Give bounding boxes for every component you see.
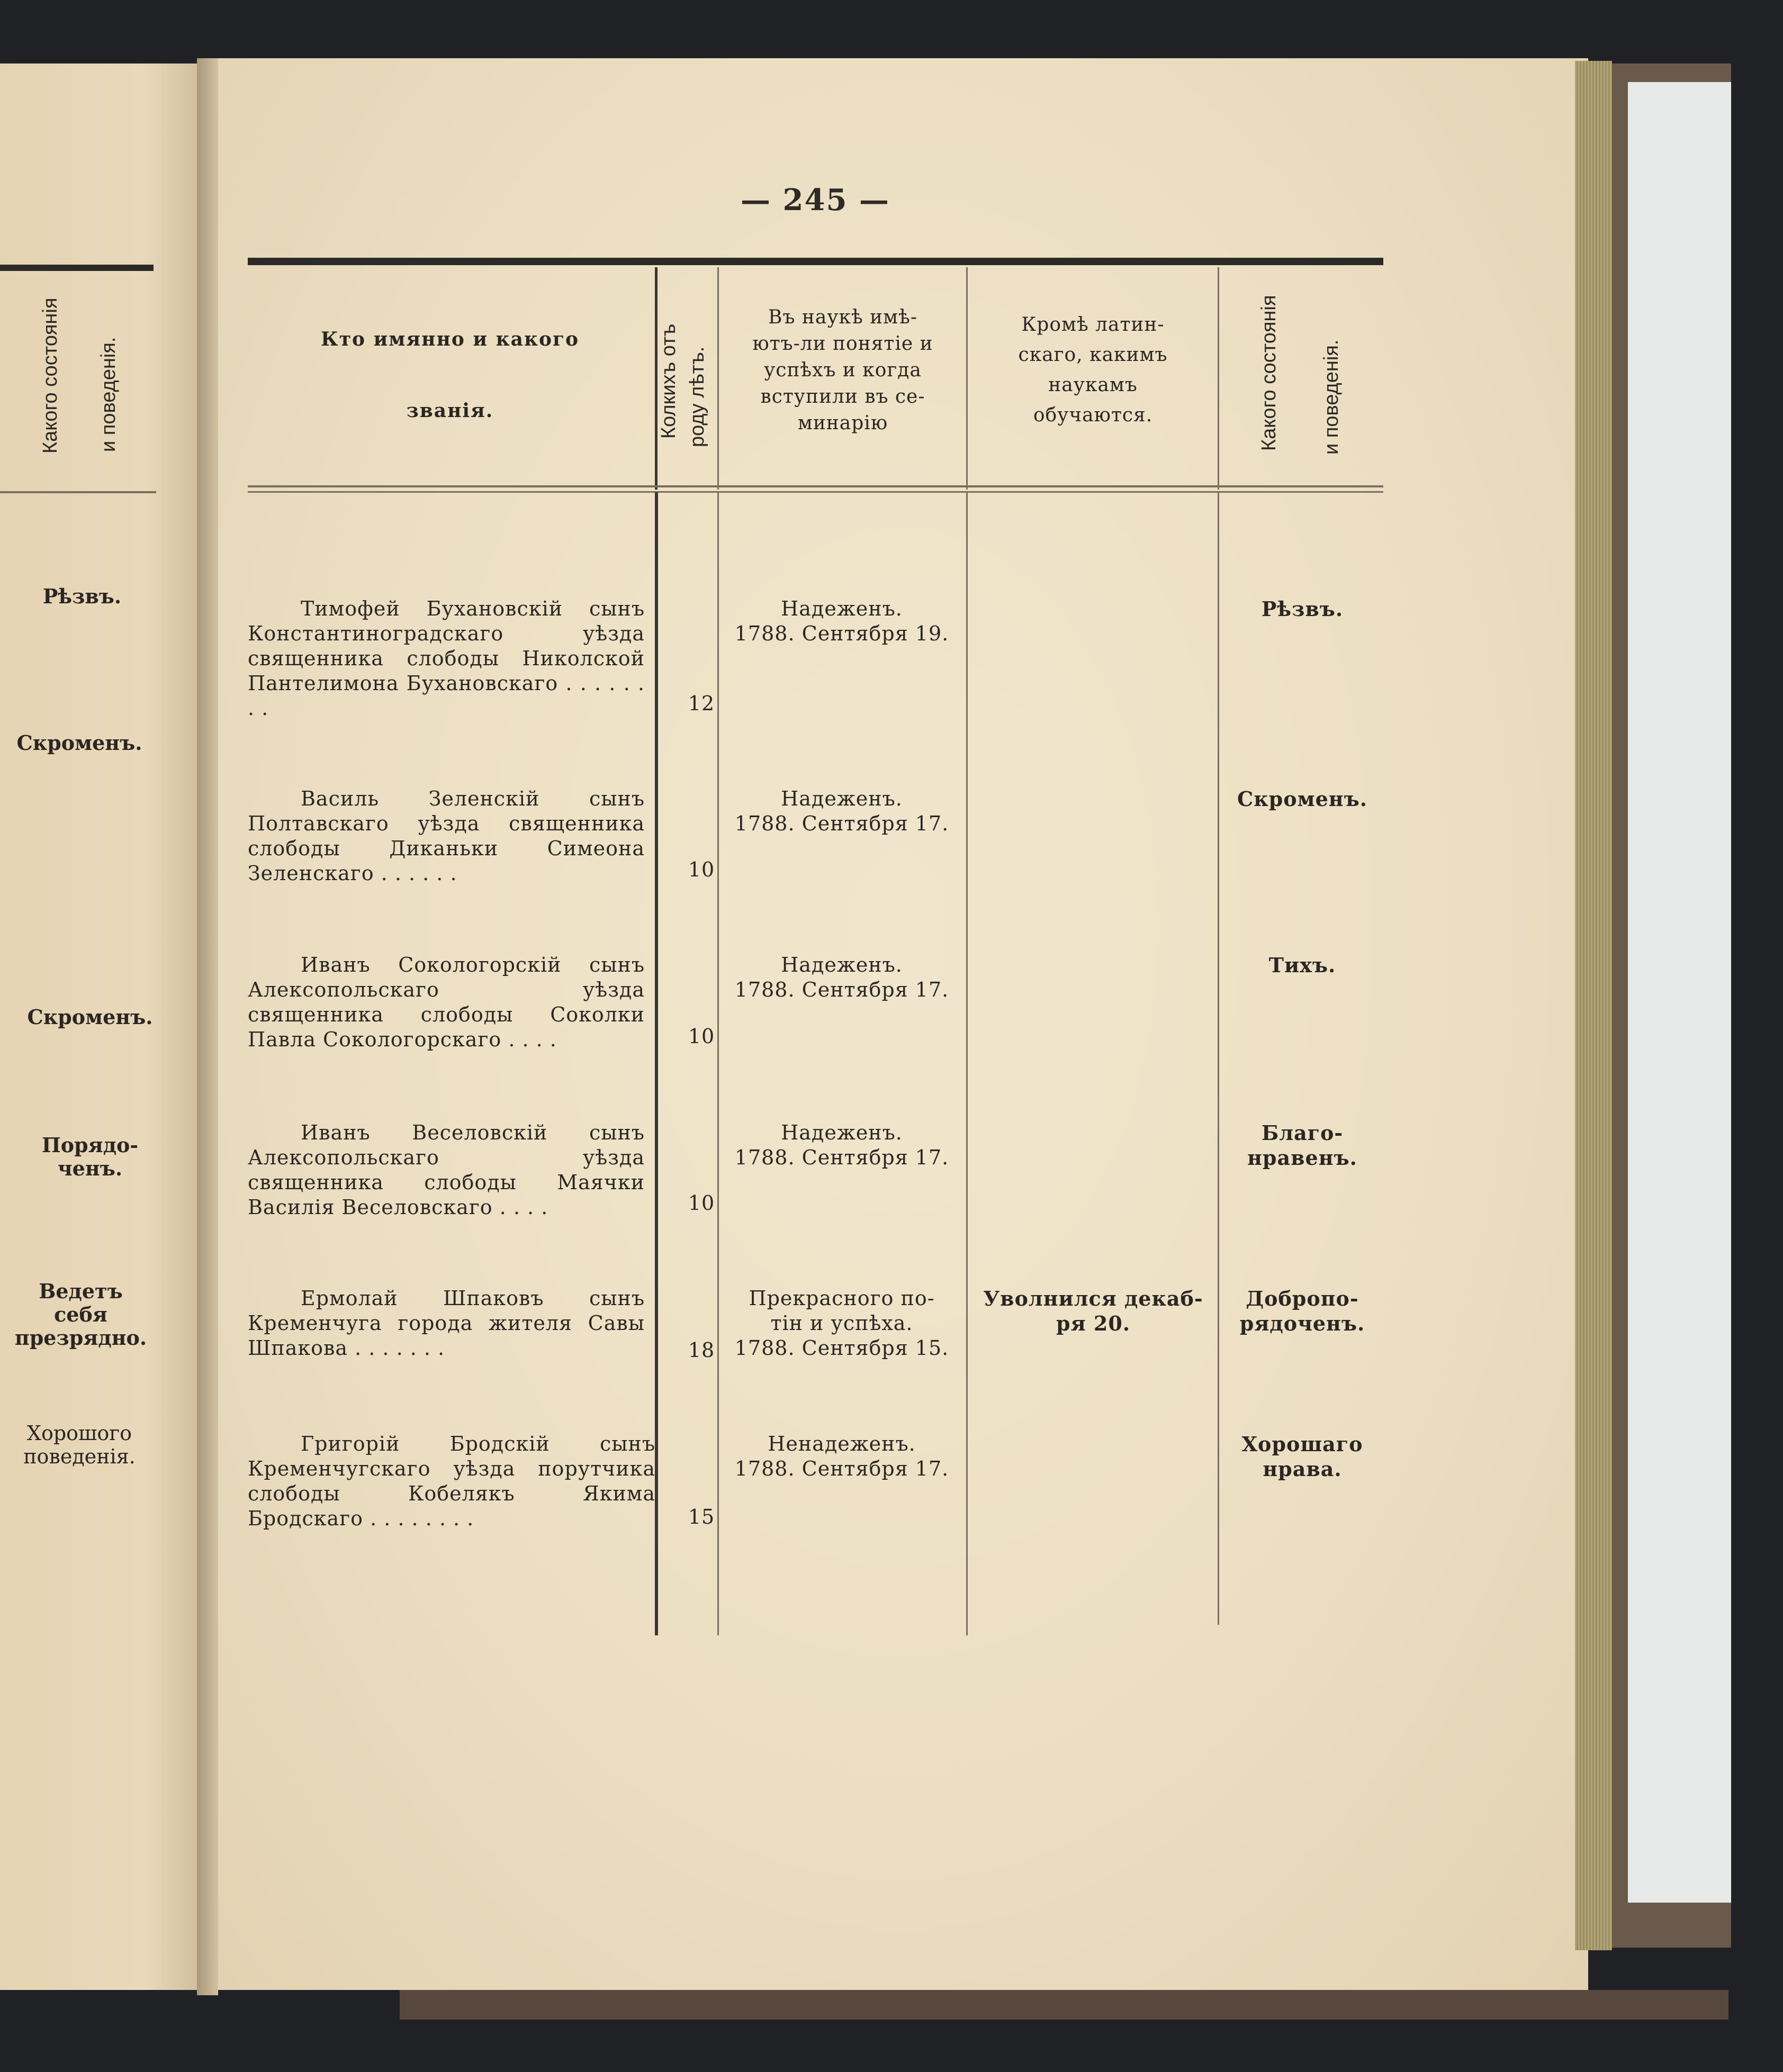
body-col-line-4: [1218, 492, 1219, 1625]
body-col-line-2: [717, 492, 719, 1635]
header-rule-a: [248, 485, 1383, 487]
header-science: Въ наукѣ имѣ- ютъ-ли понятіе и успѣхъ и когда вступили въ се- минарію: [752, 306, 933, 434]
page-block-edge: [1628, 82, 1731, 1903]
entry-age: 10: [688, 1191, 715, 1215]
entry-conduct: Скроменъ.: [1237, 787, 1367, 811]
entry-science: Надеженъ. 1788. Сентября 19.: [734, 597, 949, 645]
header-name-line2: званія.: [406, 400, 494, 422]
header-other-subjects: Кромѣ латин- скаго, какимъ наукамъ обучаются.: [1018, 314, 1168, 426]
col-line-4: [1218, 267, 1219, 490]
entry-age: 10: [688, 858, 715, 881]
col-line-2: [717, 267, 719, 490]
header-age-2: роду лѣтъ.: [686, 346, 708, 448]
left-header-rule: [0, 491, 156, 493]
entry-conduct: Добропо- рядоченъ.: [1239, 1287, 1365, 1335]
entry-science: Ненадеженъ. 1788. Сентября 17.: [734, 1432, 949, 1480]
entry-name: Иванъ Веселовскій сынъ Алексопольскаго уѣзда священника слободы Маячки Василія Веселовскаго . . . .: [248, 1121, 645, 1219]
entry-age: 10: [688, 1025, 715, 1048]
entry-conduct: Хорошаго нрава.: [1241, 1432, 1363, 1481]
entry-other: Уволнился декаб- ря 20.: [983, 1287, 1203, 1335]
entry-conduct: Тихъ.: [1268, 953, 1336, 977]
entry-science: Надеженъ. 1788. Сентября 17.: [734, 953, 949, 1001]
table-top-rule: [248, 258, 1383, 265]
left-conduct-5: Ведетъ себя презрядно.: [14, 1279, 147, 1350]
col-line-3: [966, 267, 968, 490]
entry-conduct: Благо- нравенъ.: [1247, 1121, 1357, 1170]
header-name: Кто имянно и какого: [320, 328, 580, 350]
entry-name: Тимофей Бухановскій сынъ Константиноградскаго уѣзда священника слободы Николской Пантелимона Бухановскаго . . . . . . . .: [248, 597, 645, 720]
left-conduct-4: Порядо- ченъ.: [41, 1133, 139, 1180]
page-edges: [1575, 61, 1612, 1950]
entry-conduct: Рѣзвъ.: [1261, 597, 1344, 621]
entry-science: Надеженъ. 1788. Сентября 17.: [734, 1121, 949, 1169]
entry-age: 12: [688, 692, 715, 715]
header-rule-b: [248, 491, 1383, 493]
entry-name: Григорій Бродскій сынъ Кременчугскаго уѣзда порутчика слободы Кобелякъ Якима Бродскаго . . . . . . . .: [248, 1432, 655, 1530]
entry-name: Василь Зеленскій сынъ Полтавскаго уѣзда священника слободы Диканьки Симеона Зеленскаго . . . . . .: [248, 787, 645, 885]
left-conduct-3: Скроменъ.: [27, 1005, 153, 1029]
entry-name: Иванъ Сокологорскій сынъ Алексопольскаго уѣзда священника слободы Соколки Павла Сокологорскаго . . . .: [248, 953, 645, 1051]
left-conduct-1: Рѣзвъ.: [42, 584, 122, 608]
left-conduct-header-1: Какого состоянія: [39, 297, 61, 454]
entry-age: 15: [688, 1505, 715, 1528]
header-age-1: Колкихъ отъ: [658, 323, 680, 439]
page-number: — 245 —: [741, 183, 890, 218]
left-top-rule: [0, 265, 154, 271]
entry-science: Прекрасного по- тін и успѣха. 1788. Сентября 15.: [734, 1287, 949, 1360]
entry-age: 18: [688, 1338, 715, 1362]
body-col-line-3: [966, 492, 968, 1635]
header-conduct-2: и поведенія.: [1320, 339, 1343, 455]
book-gutter: [197, 58, 218, 1995]
book-cover-bottom: [400, 1990, 1728, 2020]
left-conduct-6: Хорошого поведенія.: [23, 1422, 136, 1468]
left-conduct-2: Скроменъ.: [16, 731, 142, 755]
entry-science: Надеженъ. 1788. Сентября 17.: [734, 787, 949, 835]
left-conduct-header-2: и поведенія.: [97, 337, 120, 452]
entry-name: Ермолай Шпаковъ сынъ Кременчуга города жителя Савы Шпакова . . . . . . .: [248, 1287, 645, 1360]
header-conduct-1: Какого состоянія: [1258, 295, 1280, 451]
